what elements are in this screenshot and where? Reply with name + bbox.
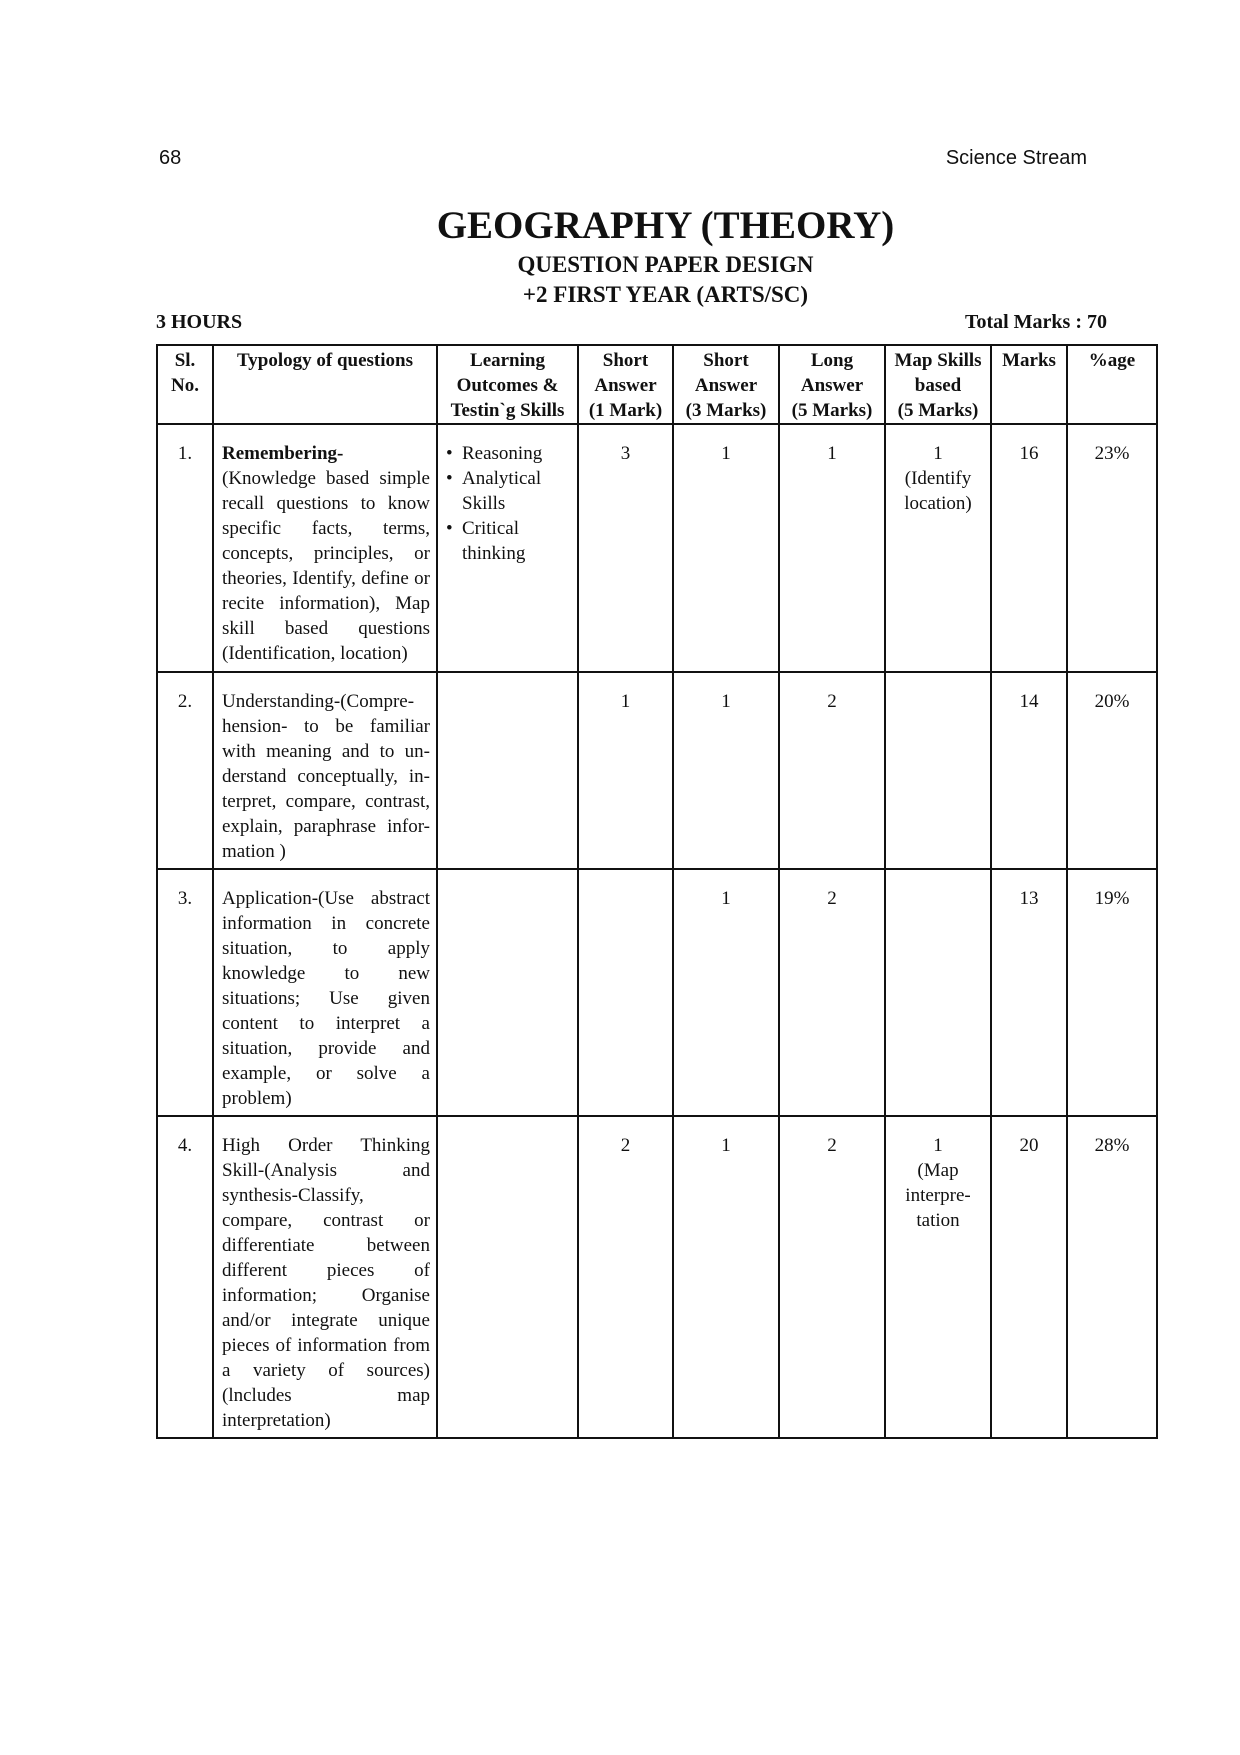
marks-cell: 14 (991, 672, 1067, 869)
map-note: (Map interpre-tation (905, 1160, 971, 1231)
percentage-cell: 19% (1067, 869, 1157, 1116)
short-answer-1-cell: 2 (578, 1116, 673, 1438)
document-subtitle: QUESTION PAPER DESIGN (517, 252, 814, 277)
header-learning-outcomes: Learning Outcomes & Testin`g Skills (437, 345, 578, 424)
percentage-cell: 23% (1067, 424, 1157, 672)
short-answer-1-cell: 1 (578, 672, 673, 869)
header-long-answer: Long Answer (5 Marks) (779, 345, 885, 424)
header-marks: Marks (991, 345, 1067, 424)
header-sl-no: Sl. No. (157, 345, 213, 424)
page-number: 68 (159, 147, 182, 169)
header-short-answer-3: Short Answer (3 Marks) (673, 345, 779, 424)
document-title: GEOGRAPHY (THEORY) (436, 204, 895, 247)
header-percentage: %age (1067, 345, 1157, 424)
marks-cell: 16 (991, 424, 1067, 672)
percentage-cell: 20% (1067, 672, 1157, 869)
typology-text: Understanding-(Compre-hension- to be familiar with meaning and to un-derstand conceptually, in-terpret, compare, contrast, explain, paraphrase infor-mation ) (222, 691, 430, 862)
map-skills-cell (885, 672, 991, 869)
map-skills-cell (885, 424, 991, 672)
table-row (157, 424, 1157, 672)
short-answer-3-cell: 1 (673, 424, 779, 672)
typology-lead: Remembering- (222, 443, 344, 464)
map-count: 1 (933, 443, 943, 464)
table-row (157, 672, 1157, 869)
long-answer-cell: 1 (779, 424, 885, 672)
learning-outcomes-cell (437, 1116, 578, 1438)
table-header-row (157, 345, 1157, 424)
typology-text: (Knowledge based simple recall questions to know specific facts, terms, concepts, principles, or theories, Identify, define or recite information), Map skill based questions (Identification, location) (222, 468, 430, 664)
long-answer-cell: 2 (779, 869, 885, 1116)
header-short-answer-1: Short Answer (1 Mark) (578, 345, 673, 424)
total-marks: Total Marks : 70 (964, 311, 1107, 333)
learning-outcomes-cell (437, 424, 578, 672)
marks-cell: 13 (991, 869, 1067, 1116)
outcome-item: • Reasoning (446, 441, 573, 466)
header-typology: Typology of questions (213, 345, 437, 424)
sl-no-cell: 2. (157, 672, 213, 869)
learning-outcomes-cell (437, 869, 578, 1116)
short-answer-3-cell: 1 (673, 672, 779, 869)
percentage-cell: 28% (1067, 1116, 1157, 1438)
sl-no-cell: 4. (157, 1116, 213, 1438)
typology-cell (213, 869, 437, 1116)
header-map-skills: Map Skills based (5 Marks) (885, 345, 991, 424)
short-answer-1-cell (578, 869, 673, 1116)
table-row (157, 1116, 1157, 1438)
exam-duration: 3 HOURS (156, 311, 243, 333)
map-skills-cell (885, 869, 991, 1116)
learning-outcomes-cell (437, 672, 578, 869)
outcome-item: • Analytical Skills (446, 466, 573, 516)
typology-cell (213, 672, 437, 869)
running-header-stream: Science Stream (945, 147, 1087, 169)
question-design-table (156, 344, 1158, 1439)
typology-cell (213, 424, 437, 672)
long-answer-cell: 2 (779, 672, 885, 869)
map-note: (Identify location) (904, 468, 972, 514)
short-answer-1-cell: 3 (578, 424, 673, 672)
typology-text: High Order Thinking Skill-(Analysis and synthesis-Classify, compare, contrast or differentiate between different pieces of information; Organise and/or integrate unique pieces of information from a variety of sources)(lncludes map interpretation) (222, 1135, 430, 1431)
short-answer-3-cell: 1 (673, 1116, 779, 1438)
typology-text: Application-(Use abstract information in concrete situation, to apply knowledge to new situations; Use given content to interpret a situation, provide and example, or solve a problem) (222, 888, 430, 1109)
sl-no-cell: 3. (157, 869, 213, 1116)
map-skills-cell (885, 1116, 991, 1438)
short-answer-3-cell: 1 (673, 869, 779, 1116)
outcome-item: • Critical thinking (446, 516, 573, 566)
sl-no-cell: 1. (157, 424, 213, 672)
long-answer-cell: 2 (779, 1116, 885, 1438)
table-row (157, 869, 1157, 1116)
document-class-line: +2 FIRST YEAR (ARTS/SC) (522, 282, 809, 307)
map-count: 1 (933, 1135, 943, 1156)
marks-cell: 20 (991, 1116, 1067, 1438)
typology-cell (213, 1116, 437, 1438)
